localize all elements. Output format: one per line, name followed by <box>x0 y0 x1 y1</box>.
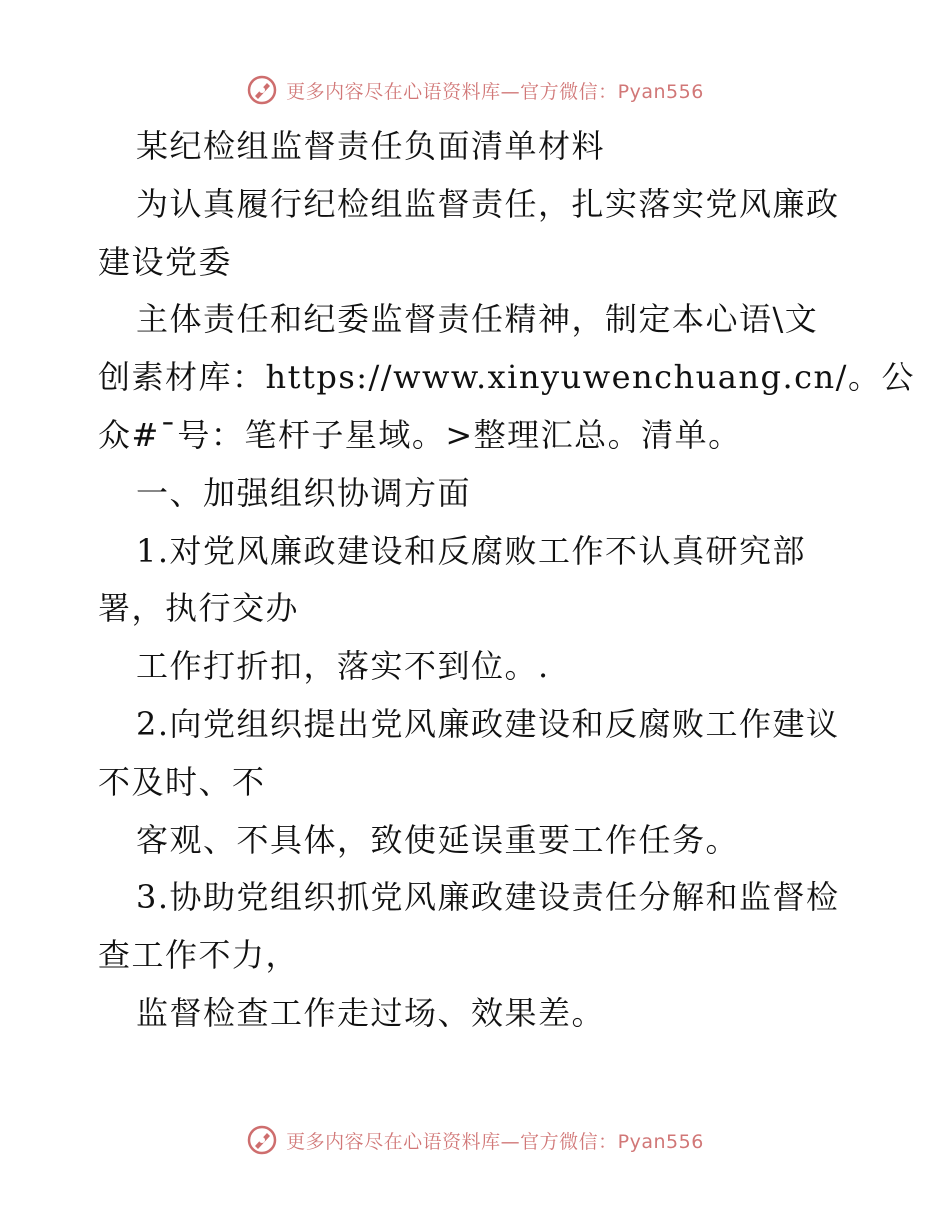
document-body <box>98 118 915 1043</box>
section-heading: 一、加强组织协调方面 <box>136 473 472 512</box>
list-item-line: 监督检查工作走过场、效果差。 <box>136 993 606 1032</box>
list-item-line: 客观、不具体，致使延误重要工作任务。 <box>136 820 740 859</box>
pen-circle-logo-icon <box>246 74 278 106</box>
list-item-line: 查工作不力， <box>98 936 300 975</box>
watermark-text-bottom: 更多内容尽在心语资料库—官方微信：Pyan556 <box>286 1130 704 1153</box>
document-title: 某纪检组监督责任负面清单材料 <box>136 127 606 165</box>
paragraph-line: 创素材库：https://www.xinyuwenchuang.cn/。公 <box>98 358 915 397</box>
paragraph-line: 主体责任和纪委监督责任精神，制定本心语\文 <box>136 300 819 339</box>
watermark-banner-bottom <box>0 1120 950 1160</box>
pen-circle-logo-icon <box>246 1124 278 1156</box>
list-item-line: 2.向党组织提出党风廉政建设和反腐败工作建议 <box>136 704 840 743</box>
list-item-line: 不及时、不 <box>98 762 266 801</box>
list-item-line: 1.对党风廉政建设和反腐败工作不认真研究部 <box>136 531 807 570</box>
paragraph-line: 为认真履行纪检组监督责任，扎实落实党风廉政 <box>136 184 840 223</box>
paragraph-line: 众#¯号：笔杆子星域。>整理汇总。清单。 <box>98 415 742 454</box>
watermark-text-top: 更多内容尽在心语资料库—官方微信：Pyan556 <box>286 80 704 103</box>
paragraph-line: 建设党委 <box>98 242 233 281</box>
list-item-line: 署，执行交办 <box>98 589 300 628</box>
list-item-line: 工作打折扣，落实不到位。. <box>136 647 550 686</box>
watermark-banner-top <box>0 70 950 110</box>
list-item-line: 3.协助党组织抓党风廉政建设责任分解和监督检 <box>136 878 840 917</box>
